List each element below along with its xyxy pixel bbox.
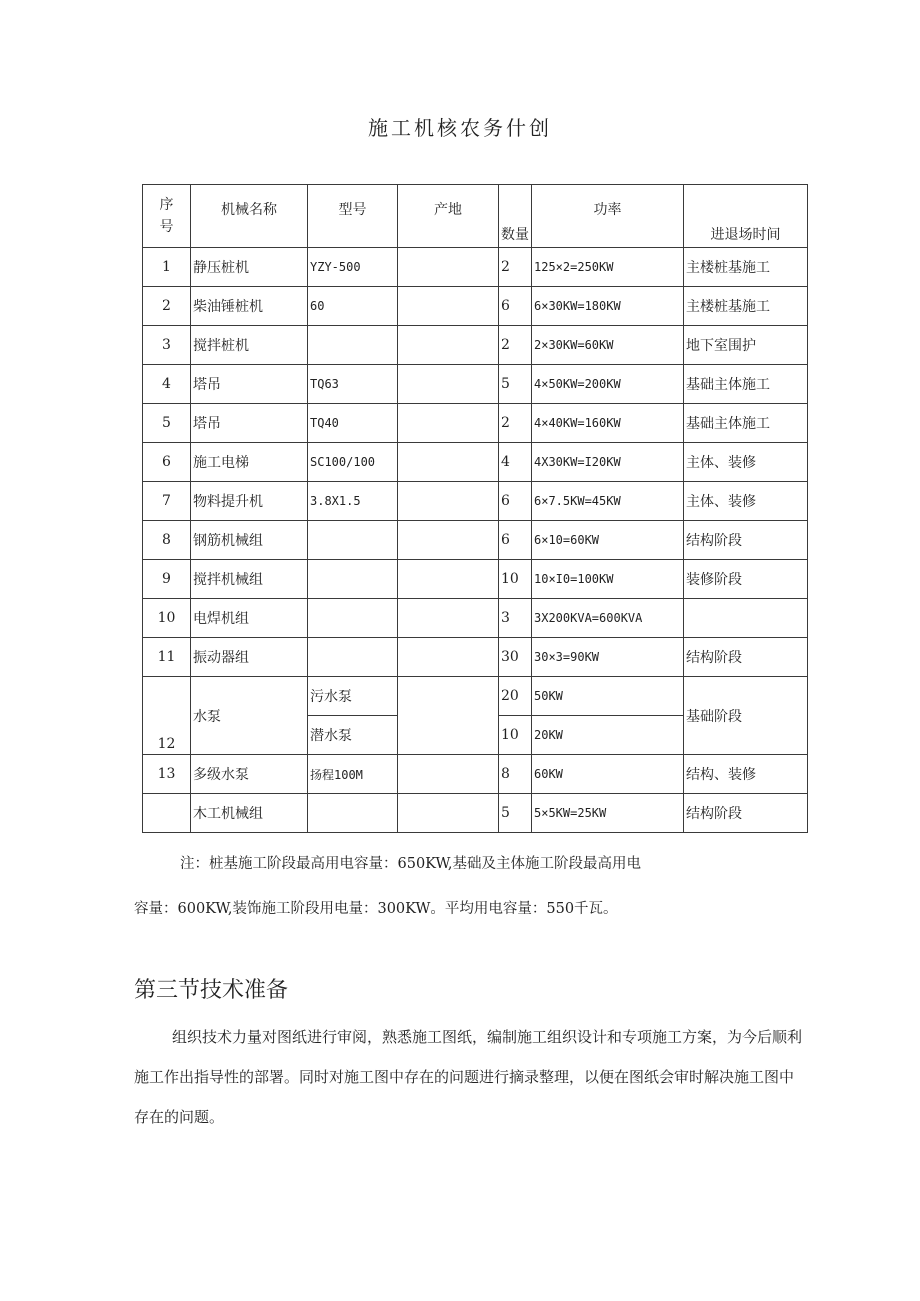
cell-qty: 20 (499, 677, 532, 716)
paragraph (134, 1017, 806, 1137)
cell-power: 6×7.5KW=45KW (532, 482, 684, 521)
cell-origin (398, 677, 499, 755)
cell-qty: 30 (499, 638, 532, 677)
cell-time (684, 599, 808, 638)
cell-qty: 6 (499, 521, 532, 560)
cell-name: 钢筋机械组 (191, 521, 308, 560)
cell-power: 4×50KW=200KW (532, 365, 684, 404)
cell-name: 搅拌机械组 (191, 560, 308, 599)
cell-name: 静压桩机 (191, 248, 308, 287)
cell-no: 5 (143, 404, 191, 443)
cell-name: 施工电梯 (191, 443, 308, 482)
cell-power: 20KW (532, 716, 684, 755)
cell-power: 5×5KW=25KW (532, 794, 684, 833)
table-row (143, 560, 808, 599)
cell-no: 13 (143, 755, 191, 794)
cell-time: 结构阶段 (684, 794, 808, 833)
cell-origin (398, 638, 499, 677)
table-row (143, 599, 808, 638)
cell-time: 装修阶段 (684, 560, 808, 599)
cell-no: 9 (143, 560, 191, 599)
cell-model: SC100/100 (308, 443, 398, 482)
header-origin: 产地 (398, 185, 499, 248)
cell-origin (398, 560, 499, 599)
cell-qty: 4 (499, 443, 532, 482)
cell-power: 6×30KW=180KW (532, 287, 684, 326)
cell-model (308, 560, 398, 599)
cell-qty: 2 (499, 248, 532, 287)
cell-power: 4X30KW=I20KW (532, 443, 684, 482)
cell-power: 2×30KW=60KW (532, 326, 684, 365)
cell-power: 30×3=90KW (532, 638, 684, 677)
cell-power: 3X200KVA=600KVA (532, 599, 684, 638)
cell-model: 污水泵 (308, 677, 398, 716)
table-row (143, 326, 808, 365)
cell-model: YZY-500 (308, 248, 398, 287)
header-model: 型号 (308, 185, 398, 248)
cell-time: 基础阶段 (684, 677, 808, 755)
cell-power: 50KW (532, 677, 684, 716)
cell-model (308, 794, 398, 833)
cell-no: 4 (143, 365, 191, 404)
equipment-table (142, 184, 808, 833)
table-row (143, 443, 808, 482)
cell-model: TQ63 (308, 365, 398, 404)
cell-no: 7 (143, 482, 191, 521)
cell-no: 11 (143, 638, 191, 677)
cell-name: 木工机械组 (191, 794, 308, 833)
cell-qty: 10 (499, 716, 532, 755)
cell-no: 6 (143, 443, 191, 482)
cell-name: 柴油锤桩机 (191, 287, 308, 326)
cell-time: 结构、装修 (684, 755, 808, 794)
table-row (143, 248, 808, 287)
cell-origin (398, 443, 499, 482)
cell-no: 10 (143, 599, 191, 638)
cell-no: 12 (143, 677, 191, 755)
cell-model: TQ40 (308, 404, 398, 443)
cell-origin (398, 404, 499, 443)
cell-name: 塔吊 (191, 365, 308, 404)
cell-name: 水泵 (191, 677, 308, 755)
cell-origin (398, 599, 499, 638)
cell-model: 3.8X1.5 (308, 482, 398, 521)
cell-qty: 6 (499, 482, 532, 521)
cell-time: 主楼桩基施工 (684, 287, 808, 326)
cell-origin (398, 248, 499, 287)
cell-name: 塔吊 (191, 404, 308, 443)
page-title: 施工机核农务什创 (368, 116, 552, 140)
cell-power: 60KW (532, 755, 684, 794)
cell-qty: 8 (499, 755, 532, 794)
cell-origin (398, 521, 499, 560)
cell-origin (398, 287, 499, 326)
table-row (143, 482, 808, 521)
header-power: 功率 (532, 185, 684, 248)
cell-name: 搅拌桩机 (191, 326, 308, 365)
cell-time: 结构阶段 (684, 638, 808, 677)
cell-model (308, 599, 398, 638)
note-line-2: 容量：600KW,装饰施工阶段用电量：300KW。平均用电容量：550千瓦。 (134, 901, 618, 917)
cell-no: 3 (143, 326, 191, 365)
header-seq: 序 号 (143, 185, 191, 248)
table-header-row (143, 185, 808, 248)
table-row (143, 404, 808, 443)
cell-time: 基础主体施工 (684, 365, 808, 404)
cell-origin (398, 326, 499, 365)
cell-model (308, 326, 398, 365)
cell-power: 125×2=250KW (532, 248, 684, 287)
cell-time: 基础主体施工 (684, 404, 808, 443)
cell-name: 物料提升机 (191, 482, 308, 521)
note-line-1: 注：桩基施工阶段最高用电容量：650KW,基础及主体施工阶段最高用电 (180, 856, 641, 872)
cell-origin (398, 482, 499, 521)
cell-name: 多级水泵 (191, 755, 308, 794)
cell-qty: 2 (499, 404, 532, 443)
header-time: 进退场时间 (684, 185, 808, 248)
cell-model: 扬程100M (308, 755, 398, 794)
cell-model (308, 521, 398, 560)
table-row (143, 794, 808, 833)
cell-origin (398, 365, 499, 404)
cell-model: 潜水泵 (308, 716, 398, 755)
cell-name: 振动器组 (191, 638, 308, 677)
cell-no (143, 794, 191, 833)
cell-no: 1 (143, 248, 191, 287)
cell-qty: 3 (499, 599, 532, 638)
cell-model: 60 (308, 287, 398, 326)
cell-no: 8 (143, 521, 191, 560)
cell-qty: 10 (499, 560, 532, 599)
cell-origin (398, 755, 499, 794)
cell-power: 4×40KW=160KW (532, 404, 684, 443)
table-row (143, 365, 808, 404)
cell-time: 地下室围护 (684, 326, 808, 365)
table-row (143, 287, 808, 326)
table-row (143, 677, 808, 716)
section-title: 第三节技术准备 (134, 978, 289, 1003)
cell-qty: 5 (499, 365, 532, 404)
table-row (143, 755, 808, 794)
cell-no: 2 (143, 287, 191, 326)
cell-origin (398, 794, 499, 833)
table-row (143, 521, 808, 560)
cell-name: 电焊机组 (191, 599, 308, 638)
table-row (143, 638, 808, 677)
cell-time: 结构阶段 (684, 521, 808, 560)
cell-time: 主体、装修 (684, 443, 808, 482)
cell-qty: 5 (499, 794, 532, 833)
cell-power: 6×10=60KW (532, 521, 684, 560)
cell-time: 主楼桩基施工 (684, 248, 808, 287)
paragraph-text: 组织技术力量对图纸进行审阅，熟悉施工图纸，编制施工组织设计和专项施工方案，为今后顺利施工作出指导性的部署。同时对施工图中存在的问题进行摘录整理，以便在图纸会审时解决施工图中存在的问题。 (134, 1028, 803, 1126)
cell-qty: 2 (499, 326, 532, 365)
header-name: 机械名称 (191, 185, 308, 248)
cell-power: 10×I0=100KW (532, 560, 684, 599)
header-qty: 数量 (499, 185, 532, 248)
cell-qty: 6 (499, 287, 532, 326)
cell-model (308, 638, 398, 677)
cell-time: 主体、装修 (684, 482, 808, 521)
